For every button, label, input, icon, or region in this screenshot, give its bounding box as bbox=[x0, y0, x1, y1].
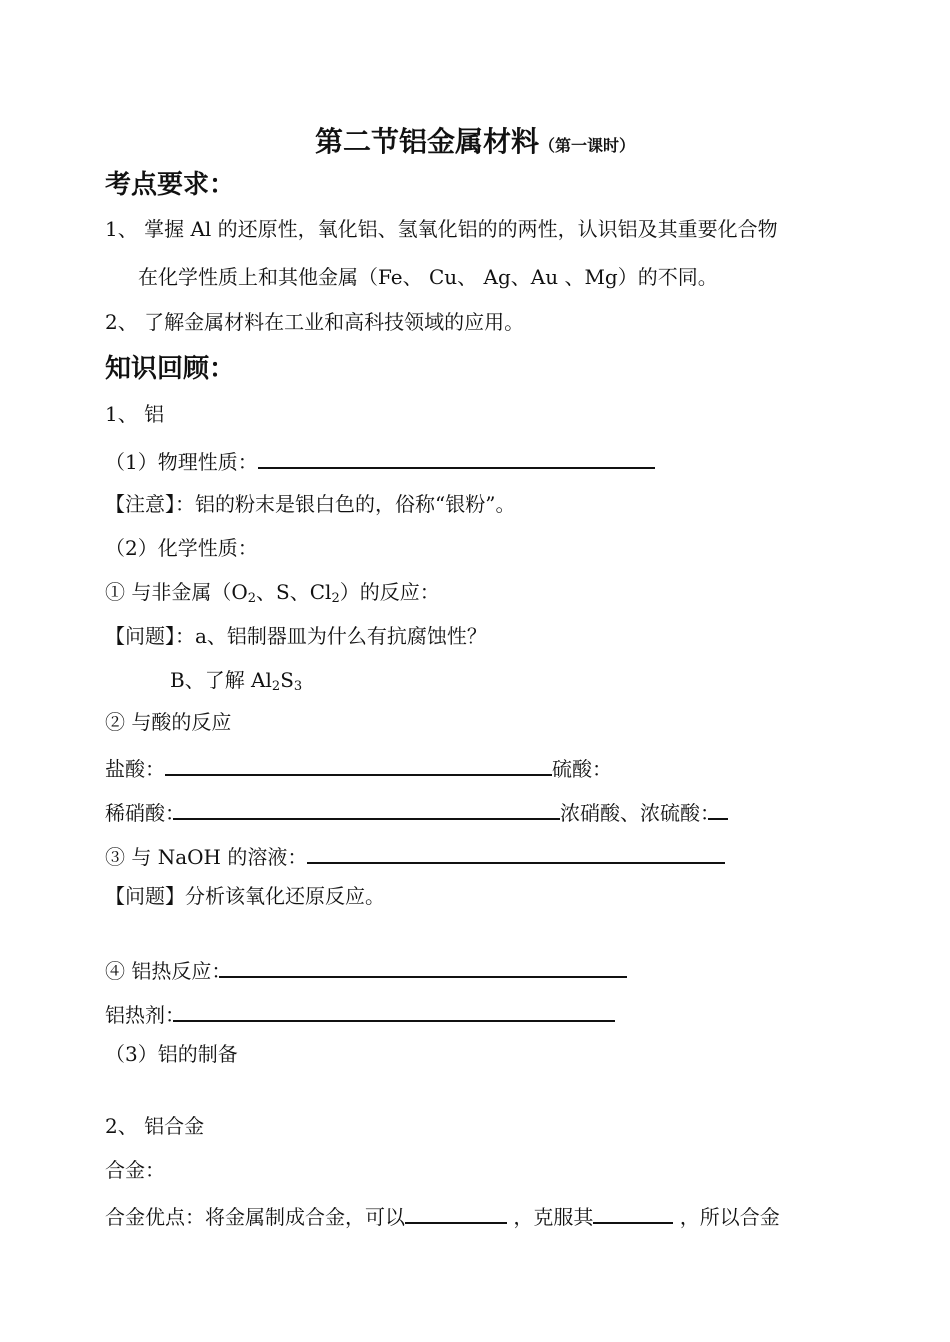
nonmetal-text-b: 、S、Cl bbox=[256, 580, 332, 604]
q1b-text-b: S bbox=[280, 668, 294, 692]
dilute-nitric-label: 稀硝酸： bbox=[105, 801, 185, 825]
adv-text-b: ，克服其 bbox=[513, 1205, 594, 1229]
concentrated-acids-blank[interactable] bbox=[708, 796, 728, 820]
thermite-blank[interactable] bbox=[219, 954, 627, 978]
subscript-2: 2 bbox=[271, 679, 281, 694]
adv-text-a: 合金优点：将金属制成合金，可以 bbox=[105, 1205, 405, 1229]
thermite-agent-blank[interactable] bbox=[173, 998, 615, 1022]
dilute-nitric-line bbox=[105, 796, 728, 827]
note-line: 【注意】：铝的粉末是银白色的，俗称“银粉”。 bbox=[105, 492, 516, 516]
section-2-alloy: 2、 铝合金 bbox=[105, 1114, 205, 1138]
nonmetal-reaction bbox=[105, 578, 440, 613]
requirements-heading: 考点要求： bbox=[105, 170, 236, 200]
concentrated-acids-label: 浓硝酸、浓硫酸： bbox=[560, 801, 720, 825]
nonmetal-text-a: ① 与非金属（O bbox=[105, 580, 248, 604]
review-heading: 知识回顾： bbox=[105, 354, 236, 384]
title-main: 第二节铝金属材料 bbox=[314, 125, 539, 158]
h2so4-label: 硫酸： bbox=[552, 757, 612, 781]
naoh-blank[interactable] bbox=[307, 840, 725, 864]
subscript-2: 2 bbox=[331, 591, 340, 606]
physical-blank[interactable] bbox=[258, 445, 655, 469]
question-2: 【问题】分析该氧化还原反应。 bbox=[105, 884, 385, 908]
thermite-line bbox=[105, 954, 627, 985]
subscript-2: 2 bbox=[247, 591, 257, 606]
question-1-b bbox=[170, 666, 302, 701]
adv-text-c: ，所以合金 bbox=[679, 1205, 780, 1229]
title-sub: （第一课时） bbox=[539, 136, 636, 155]
q1b-text-a: B、了解 Al bbox=[170, 668, 272, 692]
adv-blank-2[interactable] bbox=[593, 1200, 673, 1224]
alloy-definition: 合金： bbox=[105, 1158, 165, 1182]
chemical-properties: （2）化学性质： bbox=[105, 536, 258, 560]
section-1-aluminum: 1、 铝 bbox=[105, 402, 165, 426]
subscript-3: 3 bbox=[293, 679, 303, 694]
hcl-blank[interactable] bbox=[165, 752, 552, 776]
thermite-label: ④ 铝热反应： bbox=[105, 959, 232, 983]
alloy-advantages bbox=[105, 1200, 780, 1231]
dilute-nitric-blank[interactable] bbox=[173, 796, 560, 820]
aluminum-preparation: （3）铝的制备 bbox=[105, 1042, 238, 1066]
acid-reaction: ② 与酸的反应 bbox=[105, 710, 232, 734]
requirement-2: 2、 了解金属材料在工业和高科技领域的应用。 bbox=[105, 310, 525, 334]
hcl-line bbox=[105, 752, 612, 783]
naoh-line bbox=[105, 840, 725, 871]
naoh-label: ③ 与 NaOH 的溶液： bbox=[105, 845, 308, 869]
page-title bbox=[0, 124, 950, 164]
nonmetal-text-c: ）的反应： bbox=[339, 580, 440, 604]
requirement-1-line-2: 在化学性质上和其他金属（Fe、 Cu、 Ag、Au 、Mg）的不同。 bbox=[138, 265, 718, 289]
requirement-1-line-1: 1、 掌握 Al 的还原性，氧化铝、氢氧化铝的的两性，认识铝及其重要化合物 bbox=[105, 217, 778, 241]
physical-properties bbox=[105, 445, 655, 476]
thermite-agent-label: 铝热剂： bbox=[105, 1003, 185, 1027]
adv-blank-1[interactable] bbox=[405, 1200, 507, 1224]
question-1: 【问题】：a、铝制器皿为什么有抗腐蚀性？ bbox=[105, 624, 487, 648]
thermite-agent-line bbox=[105, 998, 615, 1029]
hcl-label: 盐酸： bbox=[105, 757, 165, 781]
physical-label: （1）物理性质： bbox=[105, 450, 258, 474]
